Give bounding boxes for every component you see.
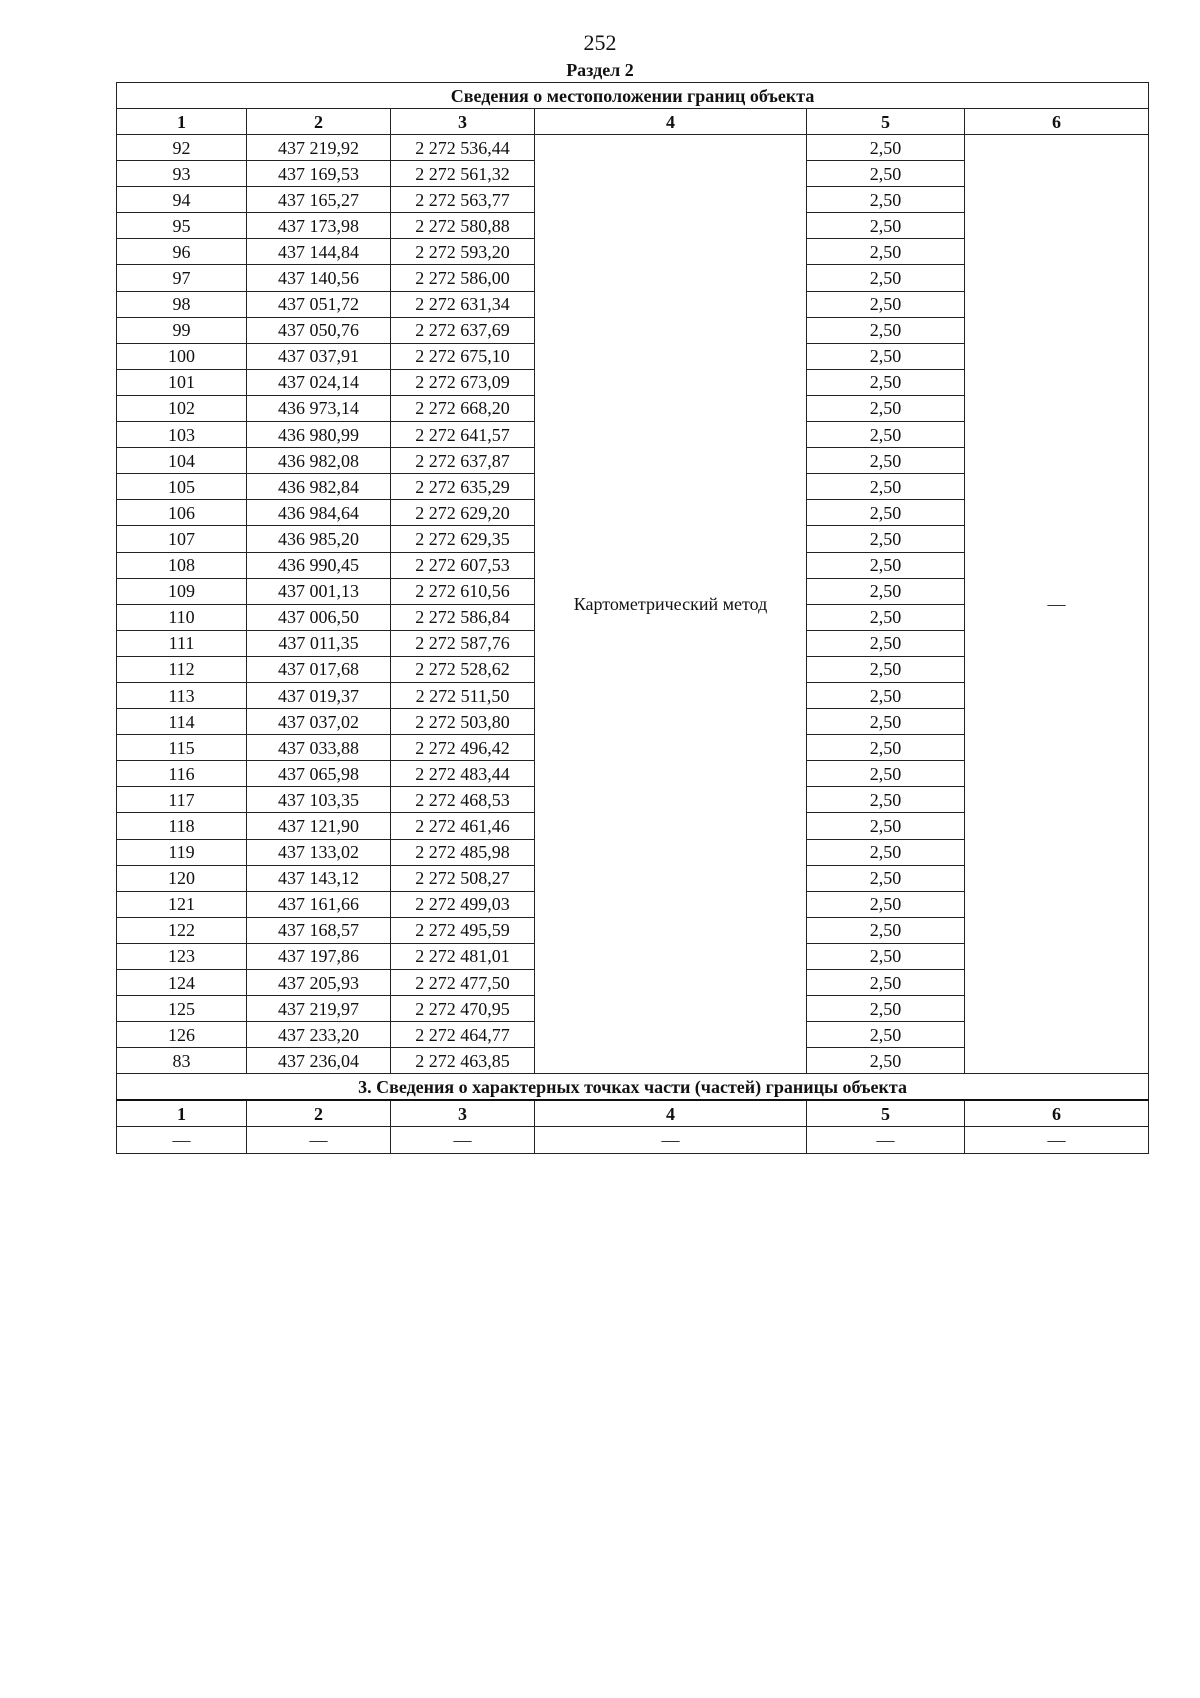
part3-dash-cell: — bbox=[807, 1127, 965, 1154]
coordinate-y: 2 272 580,88 bbox=[391, 213, 535, 239]
point-number: 99 bbox=[117, 317, 247, 343]
point-number: 92 bbox=[117, 135, 247, 161]
part3-dash-cell: — bbox=[965, 1127, 1149, 1154]
coordinate-y: 2 272 610,56 bbox=[391, 578, 535, 604]
coordinate-x: 436 982,84 bbox=[247, 474, 391, 500]
table-caption-row bbox=[117, 83, 1149, 109]
coordinate-y: 2 272 483,44 bbox=[391, 761, 535, 787]
point-number: 126 bbox=[117, 1022, 247, 1048]
point-number: 94 bbox=[117, 187, 247, 213]
accuracy-value: 2,50 bbox=[807, 291, 965, 317]
part3-column-number: 3 bbox=[391, 1100, 535, 1127]
point-number: 114 bbox=[117, 709, 247, 735]
coordinate-y: 2 272 464,77 bbox=[391, 1022, 535, 1048]
coordinate-x: 437 103,35 bbox=[247, 787, 391, 813]
coordinate-y: 2 272 637,69 bbox=[391, 317, 535, 343]
coordinate-x: 437 140,56 bbox=[247, 265, 391, 291]
coordinate-x: 436 982,08 bbox=[247, 448, 391, 474]
point-number: 119 bbox=[117, 839, 247, 865]
accuracy-value: 2,50 bbox=[807, 709, 965, 735]
point-number: 100 bbox=[117, 343, 247, 369]
accuracy-value: 2,50 bbox=[807, 996, 965, 1022]
coordinate-x: 437 011,35 bbox=[247, 630, 391, 656]
accuracy-value: 2,50 bbox=[807, 552, 965, 578]
coordinate-x: 436 980,99 bbox=[247, 422, 391, 448]
coordinate-x: 437 143,12 bbox=[247, 865, 391, 891]
part3-column-number-row bbox=[117, 1100, 1149, 1127]
accuracy-value: 2,50 bbox=[807, 865, 965, 891]
coordinate-y: 2 272 675,10 bbox=[391, 343, 535, 369]
coordinate-x: 437 219,92 bbox=[247, 135, 391, 161]
coordinate-y: 2 272 629,20 bbox=[391, 500, 535, 526]
column-number: 1 bbox=[117, 109, 247, 135]
column-number-row bbox=[117, 109, 1149, 135]
point-number: 101 bbox=[117, 369, 247, 395]
coordinate-y: 2 272 635,29 bbox=[391, 474, 535, 500]
coordinate-y: 2 272 481,01 bbox=[391, 943, 535, 969]
part3-caption: 3. Сведения о характерных точках части (частей) границы объекта bbox=[117, 1074, 1149, 1101]
coordinate-y: 2 272 587,76 bbox=[391, 630, 535, 656]
point-number: 95 bbox=[117, 213, 247, 239]
coordinate-y: 2 272 593,20 bbox=[391, 239, 535, 265]
coordinate-x: 437 037,91 bbox=[247, 343, 391, 369]
coordinate-y: 2 272 496,42 bbox=[391, 735, 535, 761]
accuracy-value: 2,50 bbox=[807, 630, 965, 656]
accuracy-value: 2,50 bbox=[807, 891, 965, 917]
coordinate-y: 2 272 495,59 bbox=[391, 917, 535, 943]
point-number: 104 bbox=[117, 448, 247, 474]
point-number: 117 bbox=[117, 787, 247, 813]
coordinate-y: 2 272 485,98 bbox=[391, 839, 535, 865]
accuracy-value: 2,50 bbox=[807, 161, 965, 187]
coordinate-y: 2 272 499,03 bbox=[391, 891, 535, 917]
coordinate-y: 2 272 673,09 bbox=[391, 369, 535, 395]
accuracy-value: 2,50 bbox=[807, 787, 965, 813]
point-number: 116 bbox=[117, 761, 247, 787]
coordinate-x: 437 033,88 bbox=[247, 735, 391, 761]
table-body bbox=[117, 83, 1149, 1154]
point-number: 102 bbox=[117, 395, 247, 421]
column-number: 3 bbox=[391, 109, 535, 135]
part3-dash-row bbox=[117, 1127, 1149, 1154]
coordinate-x: 437 169,53 bbox=[247, 161, 391, 187]
coordinate-y: 2 272 461,46 bbox=[391, 813, 535, 839]
coordinate-y: 2 272 563,77 bbox=[391, 187, 535, 213]
part3-caption-row bbox=[117, 1074, 1149, 1101]
accuracy-value: 2,50 bbox=[807, 656, 965, 682]
accuracy-value: 2,50 bbox=[807, 970, 965, 996]
point-number: 97 bbox=[117, 265, 247, 291]
point-number: 109 bbox=[117, 578, 247, 604]
accuracy-value: 2,50 bbox=[807, 422, 965, 448]
column-number: 2 bbox=[247, 109, 391, 135]
point-number: 108 bbox=[117, 552, 247, 578]
coordinate-x: 437 121,90 bbox=[247, 813, 391, 839]
boundary-table bbox=[116, 82, 1149, 1154]
point-number: 110 bbox=[117, 604, 247, 630]
point-number: 96 bbox=[117, 239, 247, 265]
accuracy-value: 2,50 bbox=[807, 213, 965, 239]
coordinate-y: 2 272 607,53 bbox=[391, 552, 535, 578]
section-title: Раздел 2 bbox=[566, 60, 634, 80]
coordinate-y: 2 272 463,85 bbox=[391, 1048, 535, 1074]
coordinate-x: 437 065,98 bbox=[247, 761, 391, 787]
point-number: 113 bbox=[117, 682, 247, 708]
point-number: 121 bbox=[117, 891, 247, 917]
coordinate-x: 437 051,72 bbox=[247, 291, 391, 317]
coordinate-y: 2 272 586,84 bbox=[391, 604, 535, 630]
accuracy-value: 2,50 bbox=[807, 1048, 965, 1074]
column-number: 4 bbox=[535, 109, 807, 135]
coordinate-x: 437 236,04 bbox=[247, 1048, 391, 1074]
point-number: 124 bbox=[117, 970, 247, 996]
point-number: 83 bbox=[117, 1048, 247, 1074]
part3-column-number: 4 bbox=[535, 1100, 807, 1127]
column-number: 5 bbox=[807, 109, 965, 135]
coordinate-y: 2 272 637,87 bbox=[391, 448, 535, 474]
coordinate-x: 436 985,20 bbox=[247, 526, 391, 552]
coordinate-y: 2 272 641,57 bbox=[391, 422, 535, 448]
coordinate-y: 2 272 629,35 bbox=[391, 526, 535, 552]
point-number: 120 bbox=[117, 865, 247, 891]
coordinate-y: 2 272 511,50 bbox=[391, 682, 535, 708]
coordinate-x: 437 233,20 bbox=[247, 1022, 391, 1048]
coordinate-y: 2 272 508,27 bbox=[391, 865, 535, 891]
coordinate-y: 2 272 668,20 bbox=[391, 395, 535, 421]
table-caption: Сведения о местоположении границ объекта bbox=[117, 83, 1149, 109]
page-number: 252 bbox=[583, 30, 617, 55]
accuracy-value: 2,50 bbox=[807, 448, 965, 474]
part3-column-number: 6 bbox=[965, 1100, 1149, 1127]
accuracy-value: 2,50 bbox=[807, 265, 965, 291]
coordinate-x: 437 133,02 bbox=[247, 839, 391, 865]
coordinate-x: 436 984,64 bbox=[247, 500, 391, 526]
point-number: 125 bbox=[117, 996, 247, 1022]
accuracy-value: 2,50 bbox=[807, 839, 965, 865]
accuracy-value: 2,50 bbox=[807, 395, 965, 421]
coordinate-y: 2 272 586,00 bbox=[391, 265, 535, 291]
coordinate-x: 436 990,45 bbox=[247, 552, 391, 578]
accuracy-value: 2,50 bbox=[807, 474, 965, 500]
point-number: 111 bbox=[117, 630, 247, 656]
coordinate-x: 437 219,97 bbox=[247, 996, 391, 1022]
part3-dash-cell: — bbox=[535, 1127, 807, 1154]
coordinate-x: 437 001,13 bbox=[247, 578, 391, 604]
coordinate-y: 2 272 536,44 bbox=[391, 135, 535, 161]
coordinate-x: 437 205,93 bbox=[247, 970, 391, 996]
accuracy-value: 2,50 bbox=[807, 187, 965, 213]
coordinate-y: 2 272 503,80 bbox=[391, 709, 535, 735]
coordinate-x: 437 144,84 bbox=[247, 239, 391, 265]
coordinate-y: 2 272 631,34 bbox=[391, 291, 535, 317]
point-number: 105 bbox=[117, 474, 247, 500]
coordinate-x: 437 050,76 bbox=[247, 317, 391, 343]
accuracy-value: 2,50 bbox=[807, 317, 965, 343]
point-number: 122 bbox=[117, 917, 247, 943]
part3-dash-cell: — bbox=[247, 1127, 391, 1154]
point-number: 107 bbox=[117, 526, 247, 552]
coordinate-y: 2 272 470,95 bbox=[391, 996, 535, 1022]
coordinate-x: 437 197,86 bbox=[247, 943, 391, 969]
point-number: 112 bbox=[117, 656, 247, 682]
coordinate-x: 437 017,68 bbox=[247, 656, 391, 682]
column-number: 6 bbox=[965, 109, 1149, 135]
coordinate-y: 2 272 528,62 bbox=[391, 656, 535, 682]
accuracy-value: 2,50 bbox=[807, 578, 965, 604]
coordinate-y: 2 272 561,32 bbox=[391, 161, 535, 187]
accuracy-value: 2,50 bbox=[807, 761, 965, 787]
accuracy-value: 2,50 bbox=[807, 1022, 965, 1048]
coordinate-x: 437 173,98 bbox=[247, 213, 391, 239]
coordinate-x: 437 006,50 bbox=[247, 604, 391, 630]
point-number: 115 bbox=[117, 735, 247, 761]
point-number: 118 bbox=[117, 813, 247, 839]
point-number: 106 bbox=[117, 500, 247, 526]
accuracy-value: 2,50 bbox=[807, 343, 965, 369]
table-row bbox=[117, 135, 1149, 161]
accuracy-value: 2,50 bbox=[807, 604, 965, 630]
part3-dash-cell: — bbox=[117, 1127, 247, 1154]
point-number: 93 bbox=[117, 161, 247, 187]
part3-dash-cell: — bbox=[391, 1127, 535, 1154]
coordinate-x: 437 168,57 bbox=[247, 917, 391, 943]
accuracy-value: 2,50 bbox=[807, 135, 965, 161]
coordinate-x: 437 037,02 bbox=[247, 709, 391, 735]
accuracy-value: 2,50 bbox=[807, 917, 965, 943]
point-number: 103 bbox=[117, 422, 247, 448]
column6-cell: — bbox=[965, 135, 1149, 1074]
part3-column-number: 2 bbox=[247, 1100, 391, 1127]
coordinate-x: 437 161,66 bbox=[247, 891, 391, 917]
coordinate-x: 437 165,27 bbox=[247, 187, 391, 213]
accuracy-value: 2,50 bbox=[807, 526, 965, 552]
coordinate-y: 2 272 477,50 bbox=[391, 970, 535, 996]
method-cell: Картометрический метод bbox=[535, 135, 807, 1074]
part3-column-number: 5 bbox=[807, 1100, 965, 1127]
accuracy-value: 2,50 bbox=[807, 682, 965, 708]
accuracy-value: 2,50 bbox=[807, 813, 965, 839]
coordinate-x: 436 973,14 bbox=[247, 395, 391, 421]
accuracy-value: 2,50 bbox=[807, 369, 965, 395]
coordinate-y: 2 272 468,53 bbox=[391, 787, 535, 813]
accuracy-value: 2,50 bbox=[807, 239, 965, 265]
point-number: 98 bbox=[117, 291, 247, 317]
accuracy-value: 2,50 bbox=[807, 500, 965, 526]
coordinate-x: 437 024,14 bbox=[247, 369, 391, 395]
point-number: 123 bbox=[117, 943, 247, 969]
accuracy-value: 2,50 bbox=[807, 943, 965, 969]
coordinate-x: 437 019,37 bbox=[247, 682, 391, 708]
part3-column-number: 1 bbox=[117, 1100, 247, 1127]
accuracy-value: 2,50 bbox=[807, 735, 965, 761]
